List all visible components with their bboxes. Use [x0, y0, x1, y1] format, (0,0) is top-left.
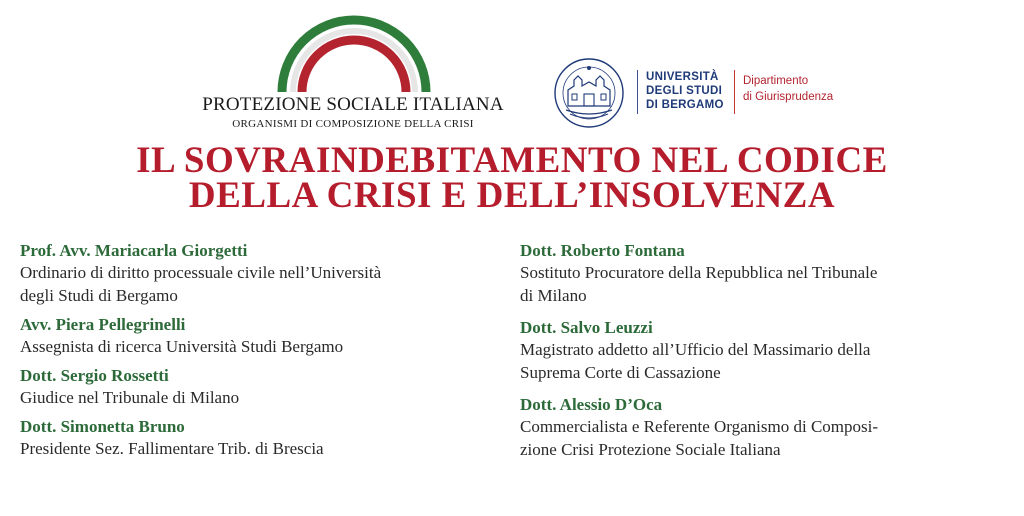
speaker-name: Dott. Simonetta Bruno — [20, 417, 185, 436]
speaker-role-line: Assegnista di ricerca Università Studi Bergamo — [20, 337, 344, 356]
speaker-role-line: Giudice nel Tribunale di Milano — [20, 388, 240, 407]
speaker-entry — [20, 416, 510, 460]
speaker-name: Dott. Alessio D’Oca — [520, 395, 663, 414]
event-title-line: IL SOVRAINDEBITAMENTO NEL CODICE — [136, 140, 888, 181]
psi-subtitle: ORGANISMI DI COMPOSIZIONE DELLA CRISI — [232, 118, 474, 130]
speaker-entry — [20, 365, 510, 409]
speaker-role-line: Suprema Corte di Cassazione — [520, 363, 721, 382]
logo-divider-red — [734, 70, 735, 114]
speaker-role-line: zione Crisi Protezione Sociale Italiana — [520, 440, 781, 459]
university-name-line: UNIVERSITÀ — [646, 71, 719, 83]
psi-logo — [178, 8, 528, 134]
speaker-name: Dott. Roberto Fontana — [520, 241, 685, 260]
event-title-line: DELLA CRISI E DELL’INSOLVENZA — [188, 175, 836, 216]
speaker-role-line: Commercialista e Referente Organismo di Composi- — [520, 417, 879, 436]
department-line: Dipartimento — [743, 75, 809, 87]
university-logo — [548, 56, 868, 132]
university-name — [646, 70, 724, 112]
speaker-name: Dott. Salvo Leuzzi — [520, 318, 653, 337]
tricolor-arch-icon — [274, 12, 434, 94]
speaker-role-line: degli Studi di Bergamo — [20, 286, 178, 305]
logo-divider — [637, 70, 638, 114]
speaker-role-line: Ordinario di diritto processuale civile nell’Università — [20, 263, 382, 282]
department-line: di Giurisprudenza — [743, 91, 834, 103]
speaker-name: Prof. Avv. Mariacarla Giorgetti — [20, 241, 248, 260]
university-seal-icon — [548, 56, 630, 130]
speaker-role-line: Magistrato addetto all’Ufficio del Massimario della — [520, 340, 871, 359]
speaker-name: Dott. Sergio Rossetti — [20, 366, 169, 385]
speaker-entry — [520, 317, 1010, 384]
speakers-right-column — [520, 240, 1010, 471]
speaker-entry — [20, 240, 510, 307]
speaker-role-line: di Milano — [520, 286, 587, 305]
header — [0, 0, 1024, 140]
event-title — [0, 140, 1024, 216]
speaker-role-line: Presidente Sez. Fallimentare Trib. di Brescia — [20, 439, 324, 458]
speaker-name: Avv. Piera Pellegrinelli — [20, 315, 186, 334]
psi-name: PROTEZIONE SOCIALE ITALIANA — [202, 94, 504, 115]
speaker-entry — [20, 314, 510, 358]
speaker-role-line: Sostituto Procuratore della Repubblica nel Tribunale — [520, 263, 878, 282]
speakers-left-column — [20, 240, 510, 467]
university-name-line: DEGLI STUDI — [646, 85, 723, 97]
speaker-entry — [520, 240, 1010, 307]
department-name — [743, 73, 833, 105]
speaker-entry — [520, 394, 1010, 461]
university-name-line: DI BERGAMO — [646, 99, 724, 111]
